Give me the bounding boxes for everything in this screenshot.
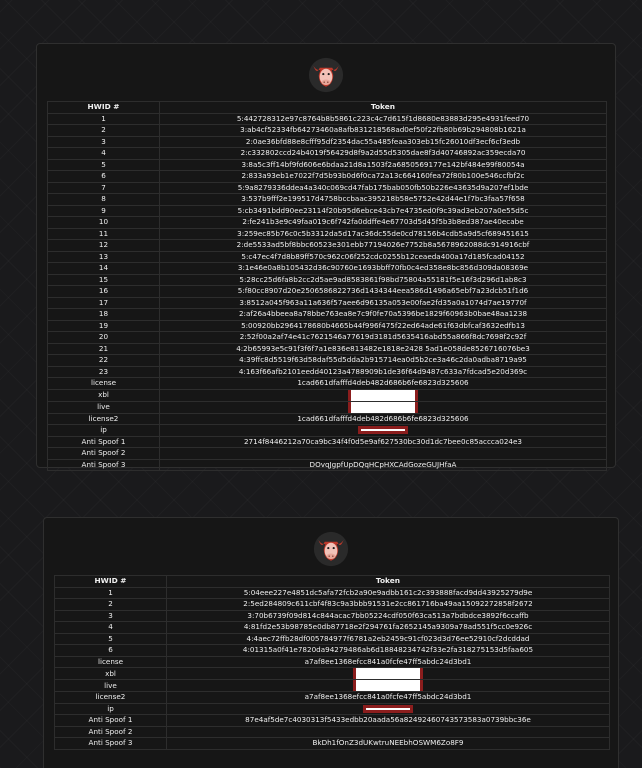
hwid-cell: 23 (48, 366, 160, 378)
table-row (48, 343, 607, 355)
license-label: license (55, 656, 167, 668)
anti-spoof-3-value: DOvqJgpfUpDQqHCpHXCAdGozeGUJHfaA (160, 459, 607, 471)
anti-spoof-3-label: Anti Spoof 3 (55, 738, 167, 750)
license2-label: license2 (55, 692, 167, 704)
hwid-cell: 17 (48, 297, 160, 309)
hwid-cell: 1 (48, 113, 160, 125)
hwid-cell: 7 (48, 182, 160, 194)
ip-row (55, 703, 610, 715)
live-redacted-value (167, 680, 610, 692)
license2-row (55, 692, 610, 704)
token-cell: 2:52f00a2af74e41c7621546a77619d3181d5635416abd55a866f8dc7698f2c92f (160, 332, 607, 344)
token-cell: 4:39ffc8d5519f63d58daf55d5dda2b915714ea0d5b2ce3a46c2da0adba8719a95 (160, 355, 607, 367)
anti-spoof-2-row (55, 726, 610, 738)
token-header: Token (167, 576, 610, 588)
table-row (48, 136, 607, 148)
token-cell: 3:ab4cf52334fb64273460a8afb831218568ad0ef50f22fb80b69b294808b1621a (160, 125, 607, 137)
hwid-cell: 12 (48, 240, 160, 252)
table-row (48, 286, 607, 298)
table-row (48, 182, 607, 194)
token-cell: 3:8a5c3ff14bf9fd606e6bdaa21d8a1503f2a6850569177e142bf484e99f80054a (160, 159, 607, 171)
table-row (48, 274, 607, 286)
table-row (48, 309, 607, 321)
token-cell: 4:4aec72ffb28df005784977f6781a2eb2459c91cf023d3d76ee52910cf2dcddad (167, 633, 610, 645)
xbl-redacted-value (160, 389, 607, 401)
token-cell: 2:af26a4bbeea8a78bbe763ea8e7c9f0fe70a5396be1829f60963b0bae48aa1238 (160, 309, 607, 321)
anti-spoof-3-label: Anti Spoof 3 (48, 459, 160, 471)
anti-spoof-2-row (48, 448, 607, 460)
table-row (48, 205, 607, 217)
hwid-header: HWID # (55, 576, 167, 588)
hwid-cell: 2 (55, 599, 167, 611)
hwid-cell: 5 (48, 159, 160, 171)
token-cell: 5:00920bb2964178680b4665b44f996f475f22ed64ade61f63dbfcaf3632edfb13 (160, 320, 607, 332)
xbl-redacted-value (167, 668, 610, 680)
token-cell: 3:70b6739f09d814c844acac7bb05224cdf050f63ca513a7bdbdce3892f6ccaffb (167, 610, 610, 622)
table-row (48, 366, 607, 378)
table-row (48, 263, 607, 275)
anti-spoof-3-row (48, 459, 607, 471)
redaction-box (348, 389, 418, 401)
redaction-box (348, 401, 418, 413)
table-row (48, 171, 607, 183)
hwid-cell: 10 (48, 217, 160, 229)
hwid-cell: 2 (48, 125, 160, 137)
token-cell: 3:1e46e0a8b105432d36c90760e1693bbff70fb0c4ed358e8bc856d309da08369e (160, 263, 607, 275)
anti-spoof-2-label: Anti Spoof 2 (55, 726, 167, 738)
table-row (48, 159, 607, 171)
anti-spoof-1-row (48, 436, 607, 448)
hwid-cell: 6 (48, 171, 160, 183)
token-cell: 2:c332802ccd24b4019f56429d8f9a2d55d5305dae8f3d40746892ac359ecda70 (160, 148, 607, 160)
hwid-cell: 4 (48, 148, 160, 160)
token-cell: 5:f80cc8907d20e2506586822736d1434344eea586d1496a65ebf7a23dcb51f1d6 (160, 286, 607, 298)
hwid-cell: 21 (48, 343, 160, 355)
token-header: Token (160, 102, 607, 114)
live-row (55, 680, 610, 692)
anti-spoof-1-value: 87e4af5de7c4030313f5433edbb20aada56a82492460743573583a0739bbc36e (167, 715, 610, 727)
table-row (55, 633, 610, 645)
hwid-cell: 3 (55, 610, 167, 622)
token-cell: 4:163f66afb2101eedd40123a4788909b1de36f64d9487c633a7fdcad5e20d369c (160, 366, 607, 378)
token-cell: 3:537b9fff2e199517d4758bccbaac395218b58e5752e42d44e1f7bc3faa57f658 (160, 194, 607, 206)
license-value: a7af8ee1368efcc841a0fcfe47ff5abdc24d3bd1 (167, 656, 610, 668)
hwid-cell: 22 (48, 355, 160, 367)
table-row (55, 599, 610, 611)
result-panel-2 (43, 517, 619, 768)
result-panel-1 (36, 43, 616, 468)
live-label: live (48, 401, 160, 413)
license2-label: license2 (48, 413, 160, 425)
hwid-cell: 5 (55, 633, 167, 645)
ip-row (48, 425, 607, 437)
hwid-cell: 1 (55, 587, 167, 599)
live-label: live (55, 680, 167, 692)
hwid-cell: 11 (48, 228, 160, 240)
xbl-label: xbl (48, 389, 160, 401)
bull-head-icon (308, 57, 344, 93)
hwid-cell: 3 (48, 136, 160, 148)
hwid-cell: 14 (48, 263, 160, 275)
table-row (48, 228, 607, 240)
license-row (55, 656, 610, 668)
anti-spoof-2-value (160, 448, 607, 460)
table-row (48, 240, 607, 252)
token-cell: 2:fe241b3e9c49faa019c6f742fa0ddffe4e67703d5d45f5b3b8ed387ae40ecabe (160, 217, 607, 229)
table-row (48, 113, 607, 125)
table-row (48, 320, 607, 332)
table-row (48, 194, 607, 206)
license2-row (48, 413, 607, 425)
xbl-label: xbl (55, 668, 167, 680)
hwid-cell: 6 (55, 645, 167, 657)
table-row (48, 297, 607, 309)
license2-value: 1cad661dfafffd4deb482d686b6fe6823d325606 (160, 413, 607, 425)
table-row (55, 622, 610, 634)
token-table (47, 101, 607, 471)
anti-spoof-1-label: Anti Spoof 1 (55, 715, 167, 727)
token-cell: 2:833a93eb1e7022f7d5b93b0d6f0ca72a13c664160fea72f80b100e546ccfbf2c (160, 171, 607, 183)
hwid-cell: 20 (48, 332, 160, 344)
anti-spoof-2-label: Anti Spoof 2 (48, 448, 160, 460)
anti-spoof-2-value (167, 726, 610, 738)
redaction-box (358, 426, 408, 434)
hwid-cell: 4 (55, 622, 167, 634)
token-cell: 5:9a8279336ddea4a340c069cd47fab175bab050fb50b226e43635d9a207ef1bde (160, 182, 607, 194)
token-cell: 2:0ae36bfd88e8cfff95df2354dac55a485feaa303eb15fc26010df3ecf6cf3edb (160, 136, 607, 148)
xbl-row (55, 668, 610, 680)
xbl-row (48, 389, 607, 401)
token-cell: 5:28cc25d6fa8b2cc2d5ae9ad8583861f98bd75804a55181f5e16f3d296d1ab8c3 (160, 274, 607, 286)
redaction-box (353, 668, 423, 680)
redaction-box (353, 680, 423, 692)
token-cell: 5:c47ec4f7d8b89ff570c962c06f252cdc0255b12ceaeda400a17d185fcad04152 (160, 251, 607, 263)
token-cell: 5:cb3491bdd90ee23114f20b95d6ebce43cb7e4735ed0f9c39ad3eb207a0e55d5c (160, 205, 607, 217)
hwid-cell: 9 (48, 205, 160, 217)
table-row (48, 355, 607, 367)
table-row (48, 217, 607, 229)
redaction-box (363, 705, 413, 713)
ip-label: ip (55, 703, 167, 715)
token-cell: 5:442728312e97c8764b8b5861c223c4c7d615f1d8680e83883d295e4931feed70 (160, 113, 607, 125)
hwid-header: HWID # (48, 102, 160, 114)
token-cell: 4:01315a0f41e7820da94279486ab6d18848234742f33e2fa318275153d5faa605 (167, 645, 610, 657)
live-row (48, 401, 607, 413)
anti-spoof-3-value: BkDh1fOnZ3dUKwtruNEEbhOSWM6Zo8F9 (167, 738, 610, 750)
anti-spoof-1-value: 2714f8446212a70ca9bc34f4f0d5e9af627530bc30d1dc7bee0c85accca024e3 (160, 436, 607, 448)
token-cell: 2:de5533ad5bf8bbc60523e301ebb77194026e7752b8a5678962088dc914916cbf (160, 240, 607, 252)
hwid-cell: 19 (48, 320, 160, 332)
table-row (48, 148, 607, 160)
token-cell: 4:81fd2e53b98785e0db87718e2f294761fa2652145a9309a78ad551f5cc0e926c (167, 622, 610, 634)
hwid-cell: 15 (48, 274, 160, 286)
token-cell: 5:04eee227e4851dc5afa72fcb2a90e9adbb161c2c393888facd9dd43925279d9e (167, 587, 610, 599)
token-cell: 2:5ed284809c611cbf4f83c9a3bbb91531e2cc861716ba49aa15092272858f2672 (167, 599, 610, 611)
table-row (48, 125, 607, 137)
hwid-cell: 13 (48, 251, 160, 263)
license-label: license (48, 378, 160, 390)
token-table (54, 575, 610, 750)
token-cell: 3:259ec85b76c0c5b3312da5d17ac36dc55de0cd78156b4cdb5a9d5cf689451615 (160, 228, 607, 240)
bull-head-icon (313, 531, 349, 567)
token-cell: 3:8512a045f963a11a636f57aee6d96135a053e00fae2fd35a0a1074d7ae19770f (160, 297, 607, 309)
ip-redacted-value (160, 425, 607, 437)
table-row (55, 587, 610, 599)
hwid-cell: 8 (48, 194, 160, 206)
hwid-cell: 18 (48, 309, 160, 321)
ip-redacted-value (167, 703, 610, 715)
license2-value: a7af8ee1368efcc841a0fcfe47ff5abdc24d3bd1 (167, 692, 610, 704)
live-redacted-value (160, 401, 607, 413)
license-value: 1cad661dfafffd4deb482d686b6fe6823d325606 (160, 378, 607, 390)
table-row (55, 610, 610, 622)
table-row (48, 251, 607, 263)
token-cell: 4:2b65993e5c91f3f6f7a1e836e813482e1818e2428 5ad1e058de8526716076be3 (160, 343, 607, 355)
license-row (48, 378, 607, 390)
anti-spoof-3-row (55, 738, 610, 750)
hwid-cell: 16 (48, 286, 160, 298)
anti-spoof-1-label: Anti Spoof 1 (48, 436, 160, 448)
table-row (55, 645, 610, 657)
anti-spoof-1-row (55, 715, 610, 727)
ip-label: ip (48, 425, 160, 437)
table-row (48, 332, 607, 344)
